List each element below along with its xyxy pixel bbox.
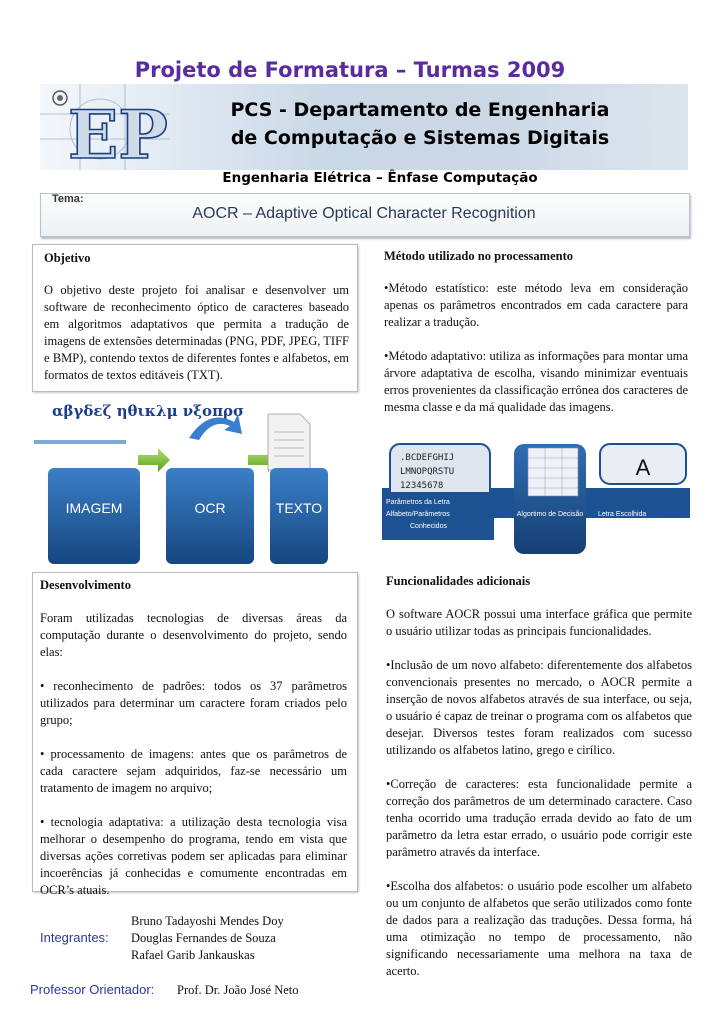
funcionalidades-paragraph: •Correção de caracteres: esta funcionalidade permite a correção dos parâmetros de um determinado caractere. Caso tenha ocorrido uma tradução errada devido ao fato de um parâmetro da letra estar errado, o usuário pode corrigir este parâmetro através da interface. <box>386 777 692 859</box>
chosen-letter-label: Letra Escolhida <box>598 511 647 518</box>
desenvolvimento-text <box>40 610 347 916</box>
member-name: Douglas Fernandes de Souza <box>131 931 276 945</box>
adaptive-method-diagram <box>382 440 690 562</box>
funcionalidades-paragraph: •Escolha dos alfabetos: o usuário pode escolher um alfabeto ou um conjunto de alfabetos que serão utilizados como fonte de dados para a realização das traduções. Dessa forma, há uma otimização no tempo de processamento, não significando necessariamente uma melhora na taxa de acerto. <box>386 879 692 978</box>
texto-label: TEXTO <box>275 500 323 516</box>
metodo-paragraph: •Método estatístico: este método leva em consideração apenas os parâmetros encontrados em cada caractere para realizar a tradução. <box>384 281 688 329</box>
funcionalidades-text <box>386 606 692 997</box>
alphabet-line: .BCDEFGHIJ <box>400 453 455 463</box>
svg-text:EP: EP <box>68 96 168 170</box>
professor-label: Professor Orientador: <box>30 982 155 997</box>
green-arrow-1 <box>138 448 170 472</box>
desenvolvimento-paragraph: • processamento de imagens: antes que os parâmetros de cada caractere sejam adquiridos, faz-se necessário um tratamento de imagem no arquivo; <box>40 747 347 795</box>
project-title: Projeto de Formatura – Turmas 2009 <box>134 58 566 82</box>
desenvolvimento-title: Desenvolvimento <box>40 578 131 592</box>
imagem-label: IMAGEM <box>65 500 123 516</box>
ocr-flow-diagram <box>34 400 334 570</box>
department-title <box>200 96 640 152</box>
department-title-line1: PCS - Departamento de Engenharia <box>230 99 610 121</box>
course-subtitle: Engenharia Elétrica – Ênfase Computação <box>222 170 538 186</box>
params-label: Parâmetros da Letra <box>386 499 450 506</box>
metodo-title: Método utilizado no processamento <box>384 249 573 263</box>
tema-title: AOCR – Adaptive Optical Character Recognition <box>192 205 536 222</box>
funcionalidades-paragraph: •Inclusão de um novo alfabeto: diferentemente dos alfabetos convencionais presentes no mercado, o AOCR permite a inserção de novos alfabetos através de sua interface, ou seja, o usuário é capaz de treinar o programa com os alfabetos que desejar. Diversos testes foram realizados com sucesso utilizando os alfabetos latino, grego e cirílico. <box>386 658 692 757</box>
member-name: Bruno Tadayoshi Mendes Doy <box>131 914 284 928</box>
professor-name: Prof. Dr. João José Neto <box>177 983 299 997</box>
ocr-label: OCR <box>194 500 226 516</box>
greek-text-sample: αβγδεζ ηθικλμ νξοπρσ <box>52 402 245 420</box>
known-label: Conhecidos <box>410 523 447 530</box>
metodo-text <box>384 280 688 433</box>
document-icon <box>268 414 310 470</box>
objetivo-text: O objetivo deste projeto foi analisar e desenvolver um software de reconhecimento óptico de caracteres baseado em algoritmos adaptativos que permita a tradução de imagens de extensões determinadas (PNG, PDF, JPEG, TIFF e BMP), contendo textos de diferentes fontes e alfabetos, em formatos de textos editáveis (TXT). <box>44 283 349 382</box>
alphabet-line: 12345678 <box>400 481 444 491</box>
ep-logo <box>40 84 170 170</box>
department-title-line2: de Computação e Sistemas Digitais <box>230 127 610 149</box>
result-letter: A <box>635 455 651 480</box>
desenvolvimento-paragraph: • reconhecimento de padrões: todos os 37 parâmetros utilizados para determinar um caractere foram criados pelo grupo; <box>40 679 347 727</box>
objetivo-title: Objetivo <box>44 251 91 265</box>
funcionalidades-paragraph: O software AOCR possui uma interface gráfica que permite o usuário utilizar todas as principais funcionalidades. <box>386 607 692 638</box>
alphabet-line: LMNOPQRSTU <box>400 467 455 477</box>
desenvolvimento-paragraph: • tecnologia adaptativa: a utilização desta tecnologia visa melhorar o desempenho do programa, tendo em vista que diversas ações corretivas podem ser aplicadas para eliminar incoerências já conhecidas e comumente encontradas em OCR’s atuais. <box>40 815 347 897</box>
desenvolvimento-paragraph: Foram utilizadas tecnologias de diversas áreas da computação durante o desenvolvimento do projeto, sendo elas: <box>40 611 347 659</box>
imagem-box <box>48 468 140 564</box>
texto-box <box>270 468 328 564</box>
ocr-box <box>166 468 254 564</box>
members-list <box>131 913 284 964</box>
member-name: Rafael Garib Jankauskas <box>131 948 255 962</box>
integrantes-label: Integrantes: <box>40 930 109 945</box>
metodo-paragraph: •Método adaptativo: utiliza as informações para montar uma árvore adaptativa de escolha, visando minimizar eventuais erros provenientes da classificação errônea dos caracteres de mesma classe e da má qualidade das imagens. <box>384 349 688 414</box>
funcionalidades-title: Funcionalidades adicionais <box>386 574 531 588</box>
alphabet-params-label: Alfabeto/Parâmetros <box>386 511 450 518</box>
decision-algorithm-label: Algortimo de Decisão <box>516 511 584 518</box>
tema-label: Tema: <box>52 193 84 205</box>
